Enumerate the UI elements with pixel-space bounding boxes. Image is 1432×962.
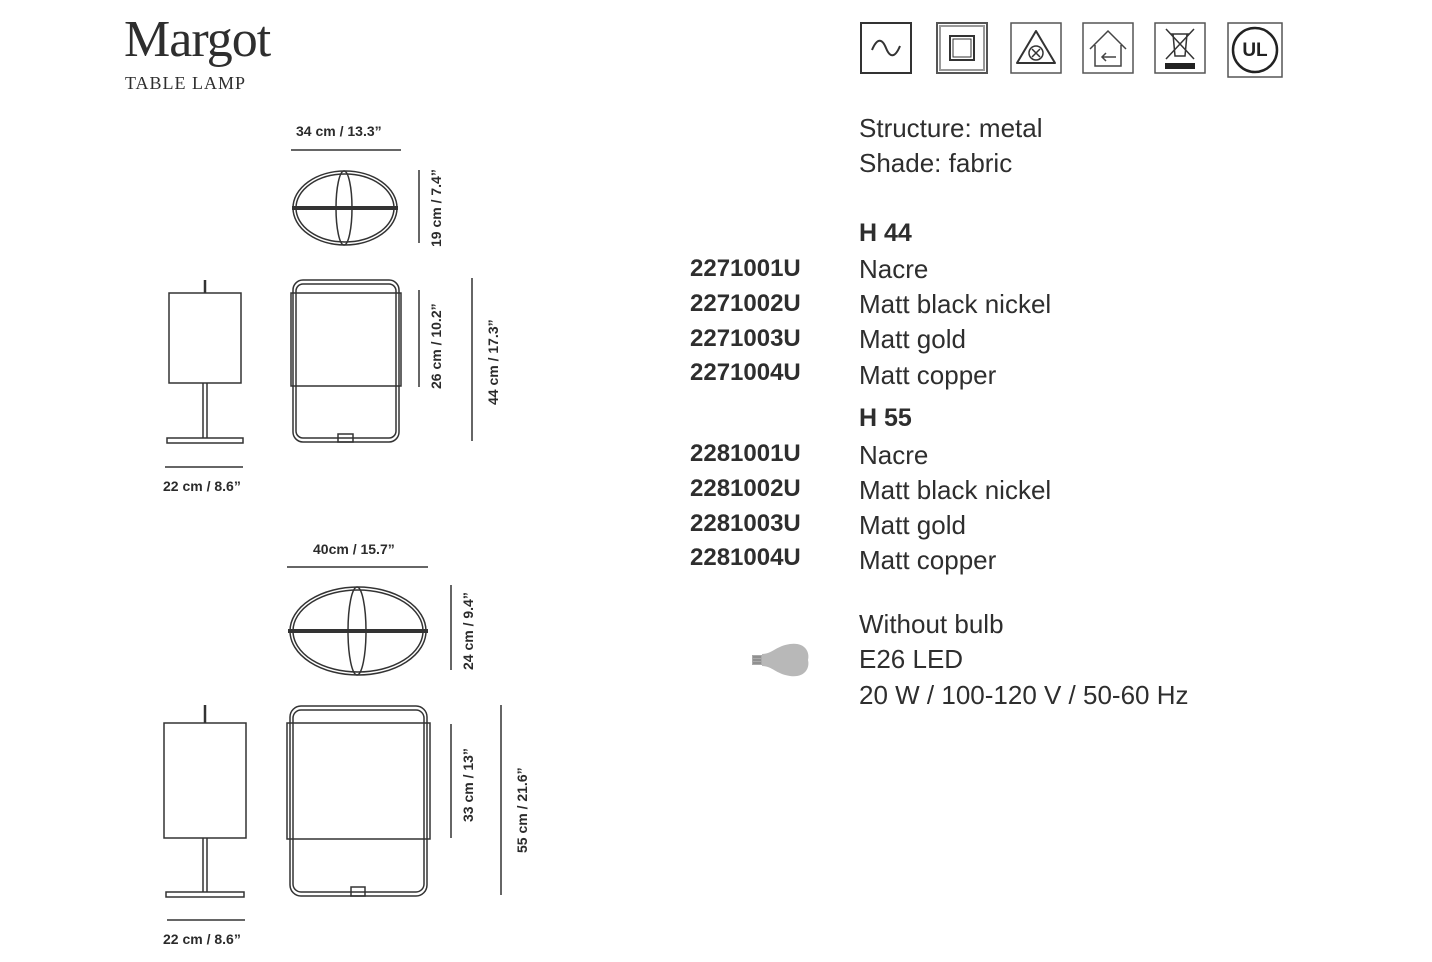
weee-bin-icon (1154, 22, 1206, 74)
lamp-side-view-h55 (164, 705, 246, 897)
certification-triangle-icon (1010, 22, 1062, 74)
lamp-side-view-h44 (167, 280, 243, 443)
finish-name: Matt copper (859, 360, 997, 390)
ac-current-icon (860, 22, 912, 74)
finish-name: Nacre (859, 440, 929, 470)
finish-name: Matt black nickel (859, 289, 1052, 319)
finish-name: Matt black nickel (859, 475, 1052, 505)
dimension-label-total-height: 44 cm / 17.3” (485, 319, 501, 405)
product-code: 2281001U (690, 440, 801, 467)
finish-name: Matt gold (859, 510, 966, 540)
dimension-label-width: 34 cm / 13.3” (296, 123, 382, 139)
product-code: 2281003U (690, 510, 801, 537)
lamp-front-view-h44 (291, 280, 401, 442)
bulb-info-line2: E26 LED (859, 644, 964, 674)
double-insulation-icon (936, 22, 988, 74)
product-code: 2271003U (690, 325, 801, 352)
section-heading-h55: H 55 (859, 404, 912, 432)
dimension-label-depth: 24 cm / 9.4” (460, 592, 476, 670)
product-code: 2281002U (690, 475, 801, 502)
structure-material: Structure: metal (859, 113, 1043, 143)
finish-name: Matt copper (859, 545, 997, 575)
shade-material: Shade: fabric (859, 148, 1013, 178)
lamp-top-view-h55 (288, 587, 428, 675)
bulb-icon (750, 642, 810, 678)
section-heading-h44: H 44 (859, 219, 912, 247)
product-code: 2271001U (690, 255, 801, 282)
dimension-label-width: 40cm / 15.7” (313, 541, 395, 557)
lamp-top-view-h44 (292, 171, 398, 245)
dimension-label-base-width: 22 cm / 8.6” (163, 478, 241, 494)
ul-listed-icon (1227, 22, 1279, 74)
ul-mark-text: UL (1242, 40, 1268, 61)
product-title: Margot (124, 11, 271, 68)
lamp-front-view-h55 (287, 706, 430, 896)
bulb-info-line3: 20 W / 100-120 V / 50-60 Hz (859, 680, 1189, 710)
product-subtitle: TABLE LAMP (125, 73, 247, 93)
dimension-label-shade-height: 26 cm / 10.2” (428, 303, 444, 389)
finish-name: Nacre (859, 254, 929, 284)
technical-drawings (0, 0, 640, 962)
finish-name: Matt gold (859, 324, 966, 354)
product-code: 2281004U (690, 544, 801, 571)
bulb-info-line1: Without bulb (859, 609, 1004, 639)
dimension-label-total-height: 55 cm / 21.6” (514, 767, 530, 853)
dimension-label-base-width: 22 cm / 8.6” (163, 931, 241, 947)
product-code: 2271002U (690, 290, 801, 317)
indoor-use-icon (1082, 22, 1134, 74)
dimension-label-shade-height: 33 cm / 13” (460, 748, 476, 822)
dimension-label-depth: 19 cm / 7.4” (428, 169, 444, 247)
product-code: 2271004U (690, 359, 801, 386)
